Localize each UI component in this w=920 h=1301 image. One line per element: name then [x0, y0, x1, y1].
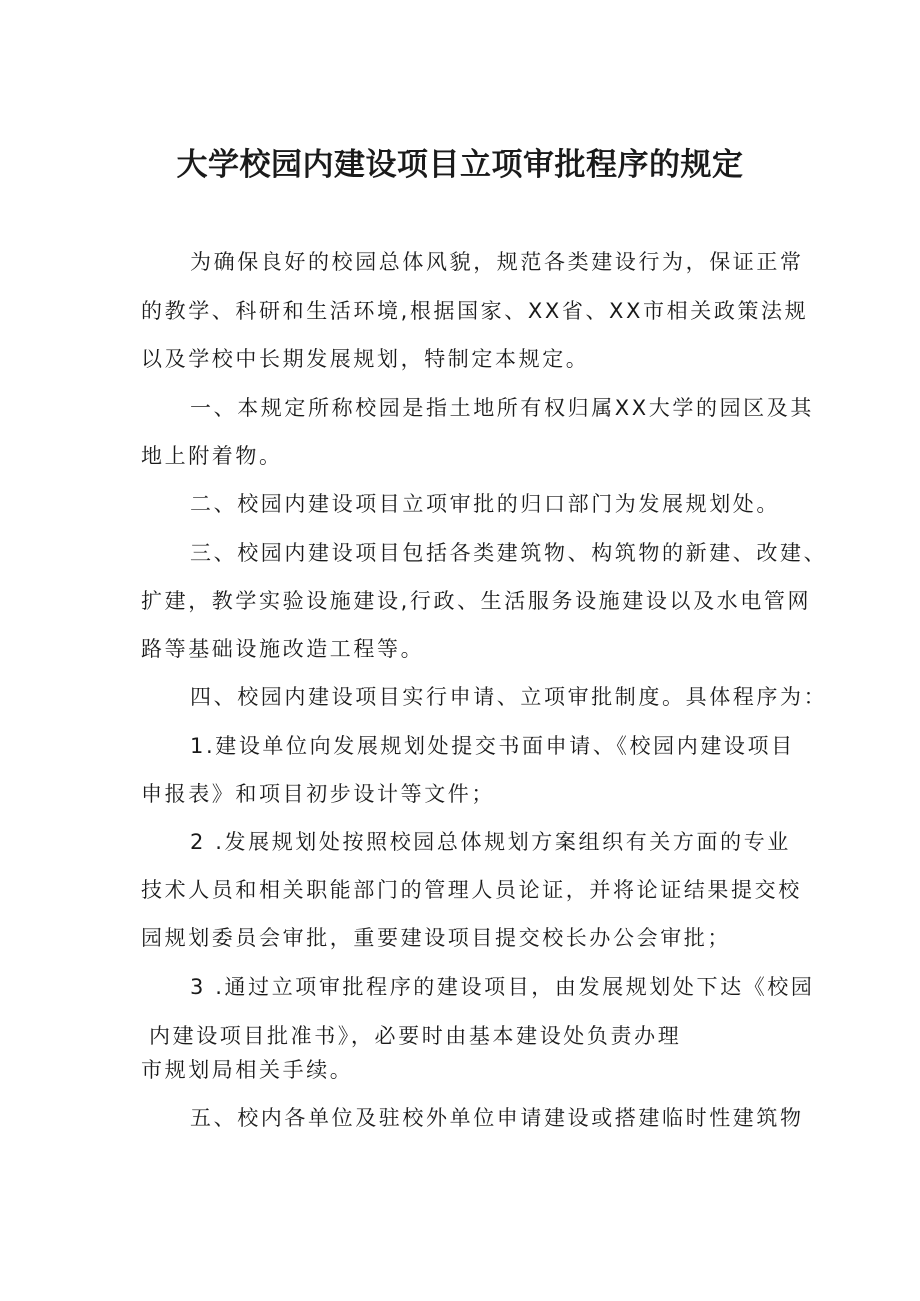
document-title: 大学校园内建设项目立项审批程序的规定 — [176, 147, 744, 183]
paragraph-line: 技术人员和相关职能部门的管理人员论证，并将论证结果提交校 — [141, 878, 802, 902]
paragraph-line: 扩建，教学实验设施建设,行政、生活服务设施建设以及水电管网 — [141, 589, 812, 613]
paragraph-line: 2 .发展规划处按照校园总体规划方案组织有关方面的专业 — [190, 830, 791, 854]
paragraph-line: 内建设项目批准书》，必要时由基本建设处负责办理 — [149, 1024, 682, 1048]
paragraph-line: 三、校园内建设项目包括各类建筑物、构筑物的新建、改建、 — [190, 541, 828, 565]
paragraph-line: 以及学校中长期发展规划，特制定本规定。 — [141, 347, 590, 371]
paragraph-line: 地上附着物。 — [141, 444, 283, 468]
paragraph-line: 路等基础设施改造工程等。 — [141, 637, 425, 661]
paragraph-line: 一、本规定所称校园是指土地所有权归属XX大学的园区及其 — [190, 396, 814, 420]
paragraph-line: 3 .通过立项审批程序的建设项目，由发展规划处下达《校园 — [190, 975, 815, 999]
paragraph-line: 申报表》和项目初步设计等文件； — [141, 782, 495, 806]
paragraph-line: 二、校园内建设项目立项审批的归口部门为发展规划处。 — [190, 492, 780, 516]
paragraph-line: 园规划委员会审批，重要建设项目提交校长办公会审批； — [141, 926, 731, 950]
paragraph-line: 四、校园内建设项目实行申请、立项审批制度。具体程序为： — [190, 685, 828, 709]
paragraph-line: 市规划局相关手续。 — [141, 1058, 354, 1082]
paragraph-line: 1.建设单位向发展规划处提交书面申请、《校园内建设项目 — [190, 734, 795, 758]
paragraph-line: 为确保良好的校园总体风貌，规范各类建设行为，保证正常 — [190, 250, 804, 274]
paragraph-line: 的教学、科研和生活环境,根据国家、XX省、XX市相关政策法规 — [141, 299, 809, 323]
paragraph-line: 五、校内各单位及驻校外单位申请建设或搭建临时性建筑物 — [190, 1106, 804, 1130]
